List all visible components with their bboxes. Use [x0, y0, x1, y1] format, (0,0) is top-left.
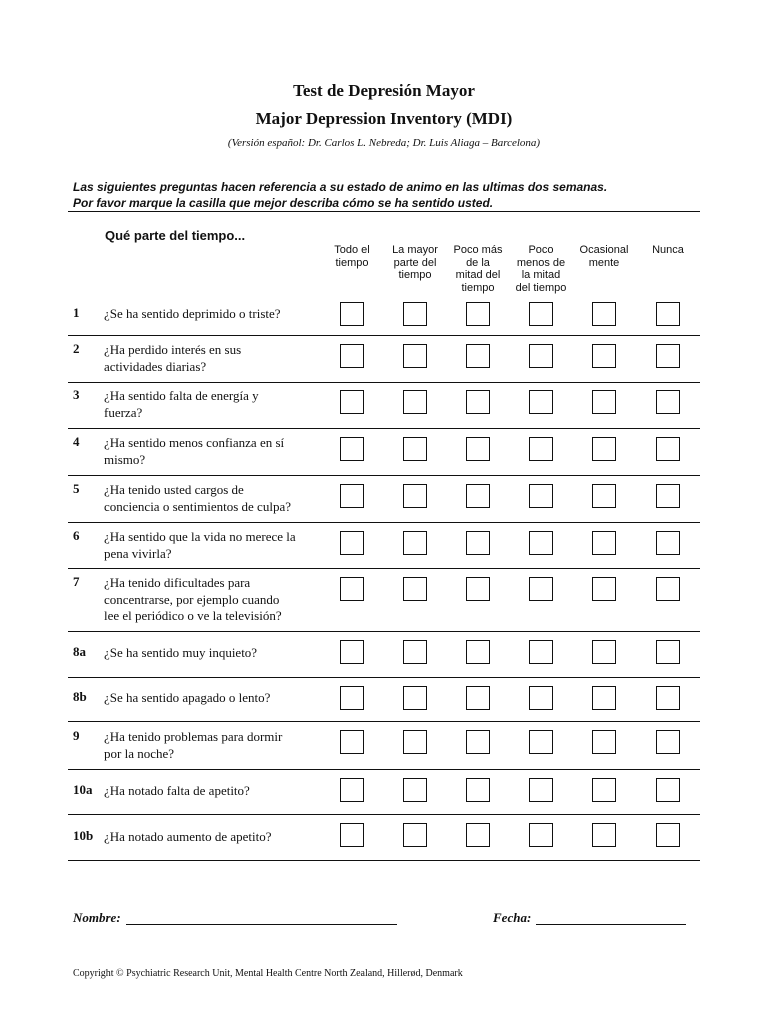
answer-checkbox-q4-col5[interactable]	[592, 437, 616, 461]
question-text: ¿Ha notado aumento de apetito?	[104, 829, 272, 844]
version-credit: (Versión español: Dr. Carlos L. Nebreda; Dr. Luis Aliaga – Barcelona)	[227, 137, 541, 149]
answer-checkbox-q10a-col4[interactable]	[529, 778, 553, 802]
answer-checkbox-q1-col3[interactable]	[466, 302, 490, 326]
answer-checkbox-q10a-col3[interactable]	[466, 778, 490, 802]
answer-checkbox-q4-col6[interactable]	[656, 437, 680, 461]
answer-checkbox-q5-col3[interactable]	[466, 484, 490, 508]
answer-checkbox-q2-col1[interactable]	[340, 344, 364, 368]
question-number: 8b	[73, 689, 87, 704]
column-header-5: Ocasional mente	[579, 244, 629, 269]
row-divider	[68, 769, 700, 770]
row-divider	[68, 382, 700, 383]
answer-checkbox-q2-col3[interactable]	[466, 344, 490, 368]
question-text: ¿Ha sentido falta de energía y fuerza?	[104, 388, 259, 420]
row-divider	[68, 677, 700, 678]
answer-checkbox-q2-col5[interactable]	[592, 344, 616, 368]
answer-checkbox-q7-col5[interactable]	[592, 577, 616, 601]
answer-checkbox-q3-col3[interactable]	[466, 390, 490, 414]
answer-checkbox-q3-col4[interactable]	[529, 390, 553, 414]
answer-checkbox-q5-col2[interactable]	[403, 484, 427, 508]
answer-checkbox-q8b-col2[interactable]	[403, 686, 427, 710]
question-number: 10a	[73, 782, 93, 797]
answer-checkbox-q6-col2[interactable]	[403, 531, 427, 555]
question-number: 8a	[73, 644, 86, 659]
instructions-line-2: Por favor marque la casilla que mejor describa cómo se ha sentido usted.	[73, 196, 494, 210]
column-header-2: La mayor parte del tiempo	[392, 244, 438, 281]
answer-checkbox-q5-col1[interactable]	[340, 484, 364, 508]
title-spanish: Test de Depresión Mayor	[293, 81, 475, 100]
answer-checkbox-q1-col2[interactable]	[403, 302, 427, 326]
answer-checkbox-q8a-col2[interactable]	[403, 640, 427, 664]
answer-checkbox-q8a-col4[interactable]	[529, 640, 553, 664]
answer-checkbox-q4-col1[interactable]	[340, 437, 364, 461]
answer-checkbox-q10a-col6[interactable]	[656, 778, 680, 802]
answer-checkbox-q10b-col6[interactable]	[656, 823, 680, 847]
question-text: ¿Ha tenido usted cargos de conciencia o sentimientos de culpa?	[104, 482, 291, 514]
name-field[interactable]	[126, 924, 397, 925]
question-text: ¿Ha notado falta de apetito?	[104, 783, 250, 798]
answer-checkbox-q5-col5[interactable]	[592, 484, 616, 508]
answer-checkbox-q3-col5[interactable]	[592, 390, 616, 414]
question-text: ¿Ha sentido menos confianza en sí mismo?	[104, 435, 285, 467]
answer-checkbox-q7-col6[interactable]	[656, 577, 680, 601]
question-text: ¿Ha perdido interés en sus actividades diarias?	[104, 342, 242, 374]
answer-checkbox-q1-col5[interactable]	[592, 302, 616, 326]
answer-checkbox-q3-col1[interactable]	[340, 390, 364, 414]
answer-checkbox-q1-col6[interactable]	[656, 302, 680, 326]
row-divider	[68, 475, 700, 476]
answer-checkbox-q5-col6[interactable]	[656, 484, 680, 508]
answer-checkbox-q8b-col4[interactable]	[529, 686, 553, 710]
answer-checkbox-q8b-col1[interactable]	[340, 686, 364, 710]
instructions-line-1: Las siguientes preguntas hacen referencia a su estado de animo en las ultimas dos semanas.	[73, 180, 608, 194]
answer-checkbox-q2-col6[interactable]	[656, 344, 680, 368]
answer-checkbox-q6-col6[interactable]	[656, 531, 680, 555]
answer-checkbox-q10a-col5[interactable]	[592, 778, 616, 802]
answer-checkbox-q8b-col5[interactable]	[592, 686, 616, 710]
instructions-divider	[68, 211, 700, 212]
column-header-6: Nunca	[652, 244, 684, 256]
question-text: ¿Se ha sentido muy inquieto?	[104, 645, 258, 660]
answer-checkbox-q7-col2[interactable]	[403, 577, 427, 601]
answer-checkbox-q2-col4[interactable]	[529, 344, 553, 368]
row-divider	[68, 568, 700, 569]
row-divider	[68, 335, 700, 336]
instructions	[73, 179, 713, 211]
question-text: ¿Ha tenido problemas para dormir por la noche?	[104, 729, 283, 761]
question-number: 9	[73, 728, 80, 743]
answer-checkbox-q10b-col4[interactable]	[529, 823, 553, 847]
question-text: ¿Ha sentido que la vida no merece la pena vivirla?	[104, 529, 296, 561]
answer-checkbox-q10b-col1[interactable]	[340, 823, 364, 847]
answer-checkbox-q8a-col5[interactable]	[592, 640, 616, 664]
answer-checkbox-q9-col3[interactable]	[466, 730, 490, 754]
answer-checkbox-q1-col4[interactable]	[529, 302, 553, 326]
row-divider	[68, 814, 700, 815]
row-divider	[68, 631, 700, 632]
answer-checkbox-q4-col2[interactable]	[403, 437, 427, 461]
answer-checkbox-q2-col2[interactable]	[403, 344, 427, 368]
question-number: 3	[73, 387, 80, 402]
answer-checkbox-q10b-col3[interactable]	[466, 823, 490, 847]
answer-checkbox-q10a-col2[interactable]	[403, 778, 427, 802]
answer-checkbox-q8a-col6[interactable]	[656, 640, 680, 664]
answer-checkbox-q6-col1[interactable]	[340, 531, 364, 555]
answer-checkbox-q7-col3[interactable]	[466, 577, 490, 601]
answer-checkbox-q10a-col1[interactable]	[340, 778, 364, 802]
question-number: 10b	[73, 828, 94, 843]
answer-checkbox-q9-col1[interactable]	[340, 730, 364, 754]
answer-checkbox-q10b-col2[interactable]	[403, 823, 427, 847]
answer-checkbox-q8a-col3[interactable]	[466, 640, 490, 664]
question-text: ¿Ha tenido dificultades para concentrarse, por ejemplo cuando lee el periódico o ve la televisión?	[104, 575, 282, 623]
question-number: 6	[73, 528, 80, 543]
answer-checkbox-q8b-col6[interactable]	[656, 686, 680, 710]
answer-checkbox-q6-col5[interactable]	[592, 531, 616, 555]
question-number: 2	[73, 341, 80, 356]
answer-checkbox-q8b-col3[interactable]	[466, 686, 490, 710]
answer-checkbox-q3-col6[interactable]	[656, 390, 680, 414]
copyright: Copyright © Psychiatric Research Unit, Mental Health Centre North Zealand, Hillerød, Denmark	[73, 968, 463, 979]
table-prompt: Qué parte del tiempo...	[105, 228, 246, 243]
question-number: 4	[73, 434, 80, 449]
answer-checkbox-q4-col3[interactable]	[466, 437, 490, 461]
column-header-4: Poco menos de la mitad del tiempo	[515, 244, 567, 294]
answer-checkbox-q8a-col1[interactable]	[340, 640, 364, 664]
date-field[interactable]	[536, 924, 686, 925]
answer-checkbox-q6-col3[interactable]	[466, 531, 490, 555]
question-text: ¿Se ha sentido deprimido o triste?	[104, 306, 281, 321]
answer-checkbox-q9-col4[interactable]	[529, 730, 553, 754]
row-divider	[68, 860, 700, 861]
answer-checkbox-q9-col2[interactable]	[403, 730, 427, 754]
question-number: 7	[73, 574, 80, 589]
question-number: 5	[73, 481, 80, 496]
column-header-3: Poco más de la mitad del tiempo	[453, 244, 503, 294]
answer-checkbox-q6-col4[interactable]	[529, 531, 553, 555]
answer-checkbox-q7-col4[interactable]	[529, 577, 553, 601]
question-number: 1	[73, 305, 80, 320]
row-divider	[68, 522, 700, 523]
answer-checkbox-q9-col6[interactable]	[656, 730, 680, 754]
name-label: Nombre:	[73, 910, 121, 925]
title-english: Major Depression Inventory (MDI)	[255, 109, 513, 128]
answer-checkbox-q3-col2[interactable]	[403, 390, 427, 414]
answer-checkbox-q7-col1[interactable]	[340, 577, 364, 601]
answer-checkbox-q1-col1[interactable]	[340, 302, 364, 326]
answer-checkbox-q4-col4[interactable]	[529, 437, 553, 461]
answer-checkbox-q9-col5[interactable]	[592, 730, 616, 754]
answer-checkbox-q5-col4[interactable]	[529, 484, 553, 508]
column-header-1: Todo el tiempo	[334, 244, 370, 269]
question-text: ¿Se ha sentido apagado o lento?	[104, 690, 271, 705]
answer-checkbox-q10b-col5[interactable]	[592, 823, 616, 847]
row-divider	[68, 428, 700, 429]
row-divider	[68, 721, 700, 722]
date-label: Fecha:	[493, 910, 532, 925]
